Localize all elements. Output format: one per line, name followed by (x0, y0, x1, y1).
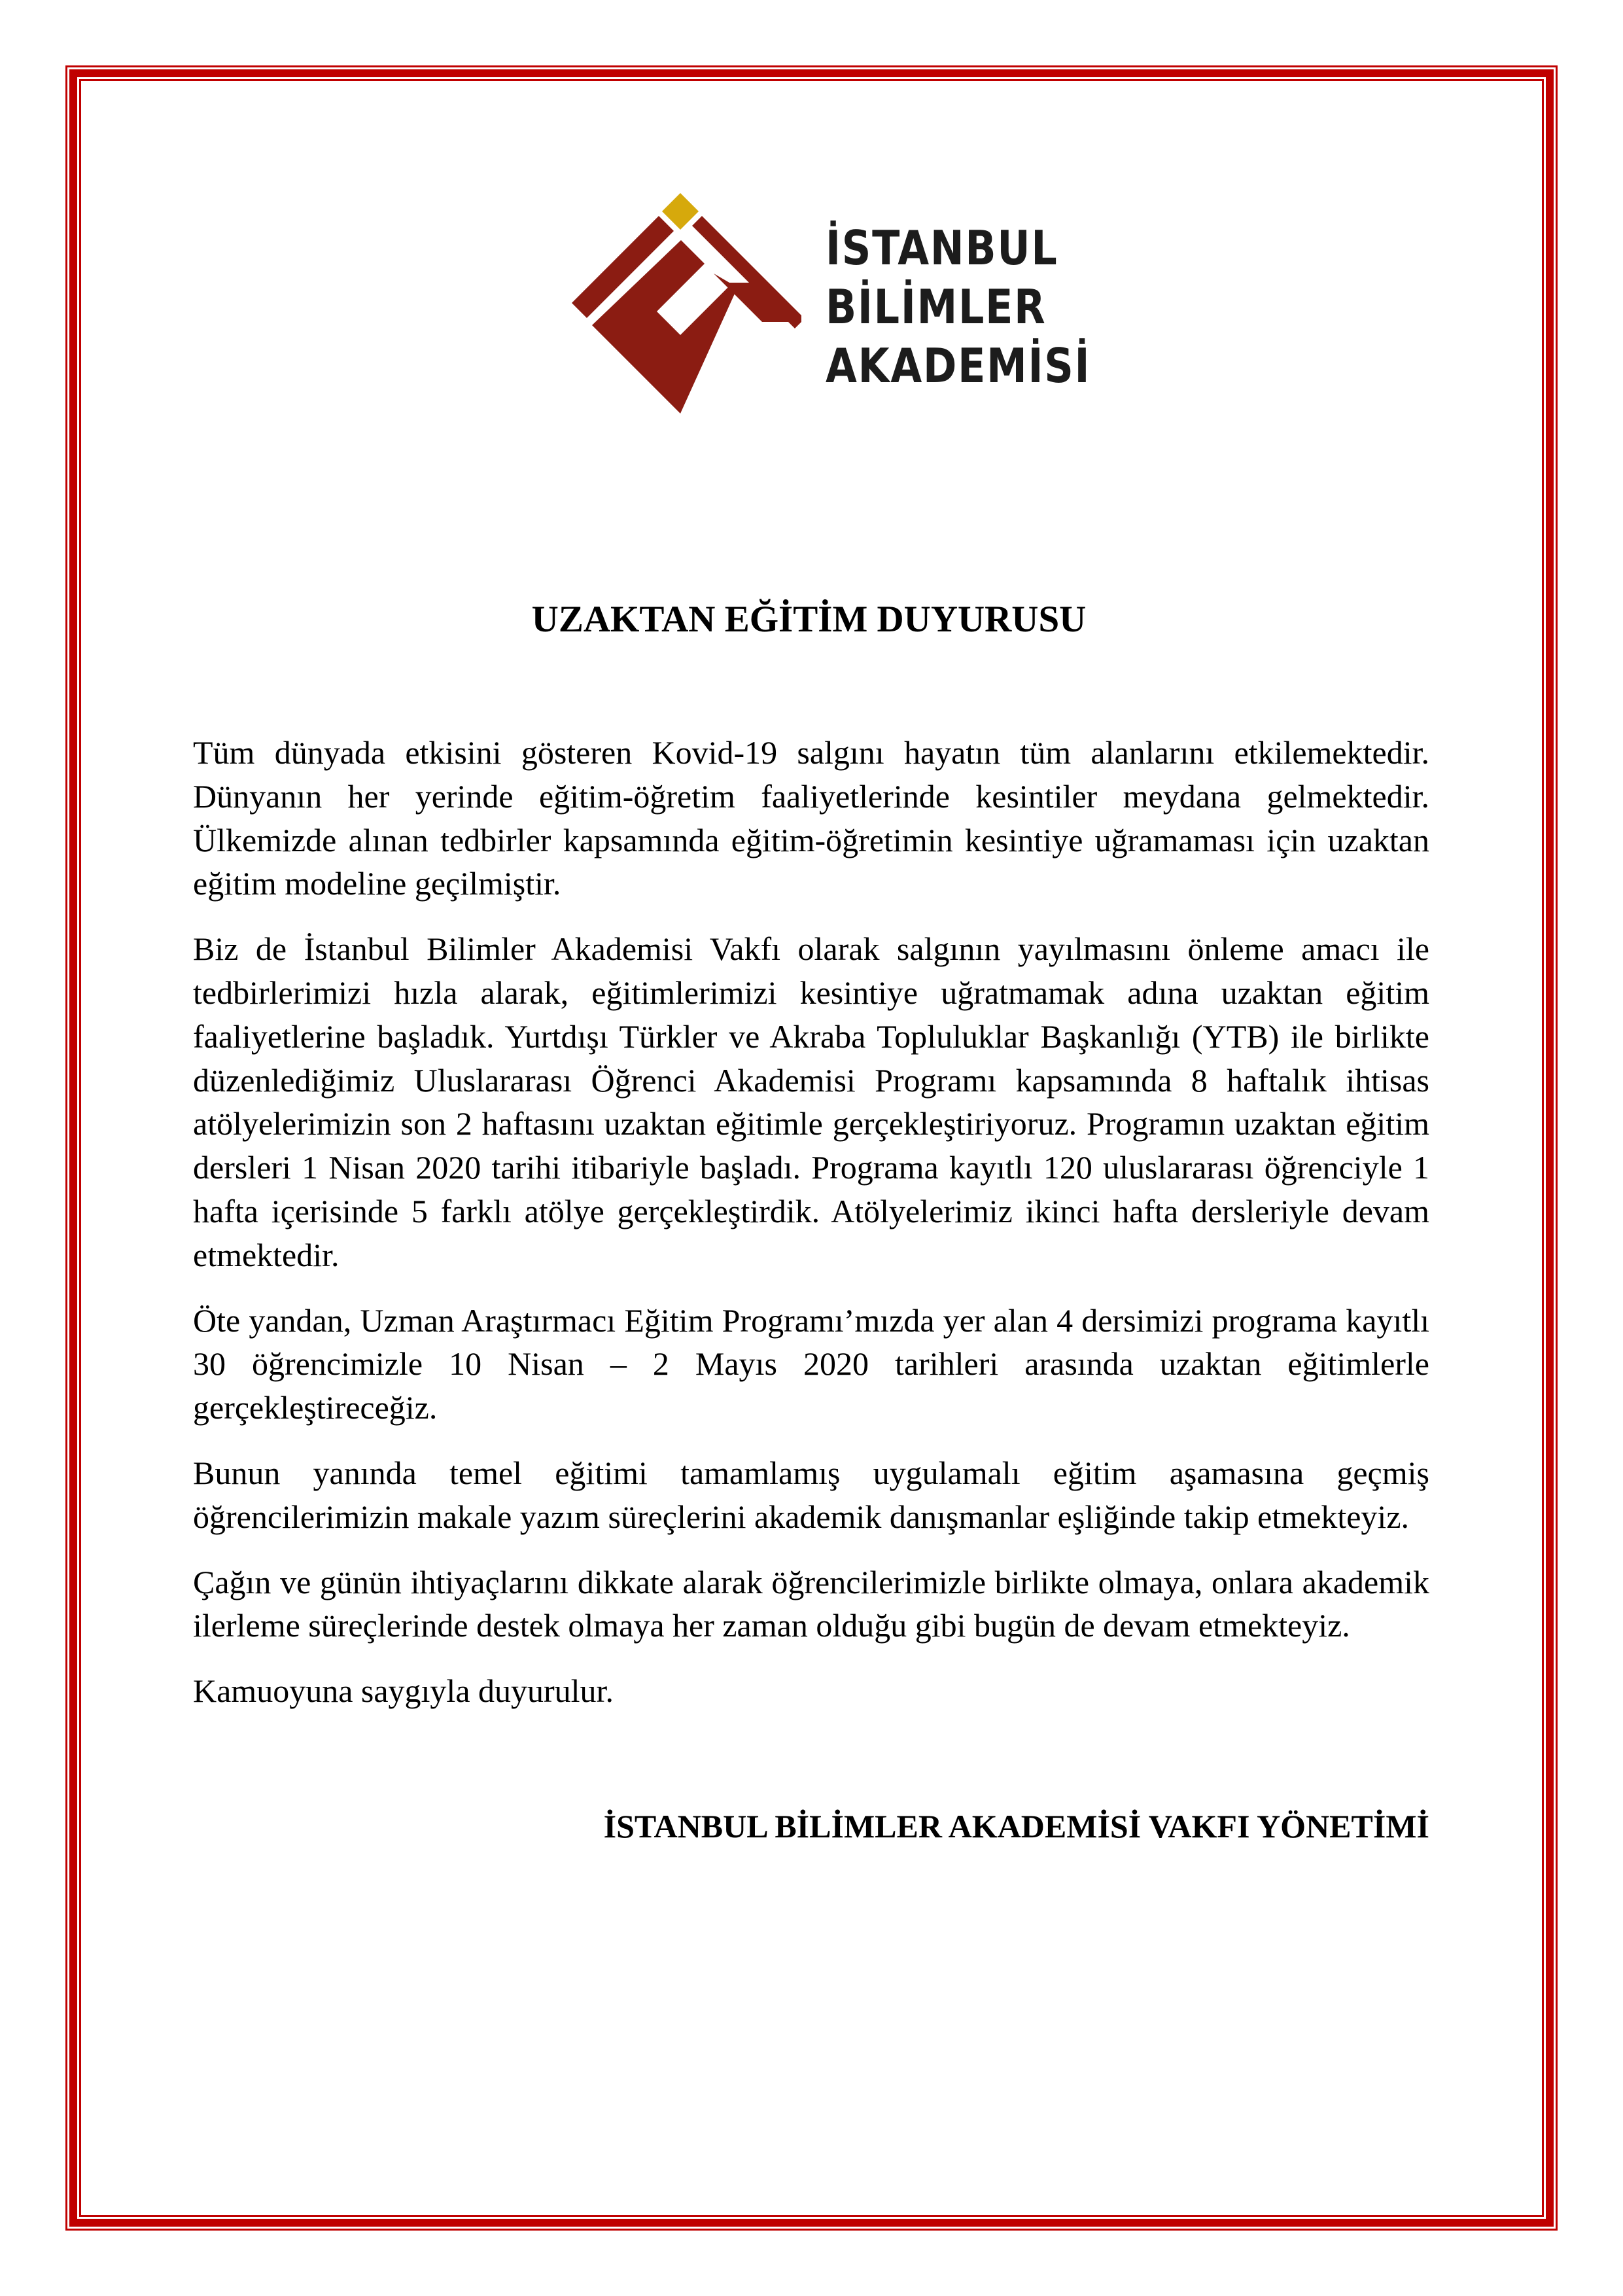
paragraph-closing: Kamuoyuna saygıyla duyurulur. (193, 1672, 614, 1710)
paragraph-5: Çağın ve günün ihtiyaçlarını dikkate alarak öğrencilerimizle birlikte olmaya, onlara akademik ilerleme süreçlerinde destek olmaya her zaman olduğu gibi bugün de devam etmekteyiz. (193, 1563, 1429, 1644)
logo-diamond-mark-icon (559, 190, 801, 432)
announcement-body (193, 731, 1429, 1735)
logo-wordmark (826, 219, 1091, 395)
signature: İSTANBUL BİLİMLER AKADEMİSİ VAKFI YÖNETİMİ (603, 1808, 1429, 1845)
paragraph-1: Tüm dünyada etkisini gösteren Kovid-19 salgını hayatın tüm alanlarını etkilemektedir. Dünyanın her yerinde eğitim-öğretim faaliyetlerinde kesintiler meydana gelmektedir. Ülkemizde alınan tedbirler kapsamında eğitim-öğretimin kesintiye uğramaması için uzaktan eğitim modeline geçilmiştir. (193, 734, 1429, 902)
paragraph-3: Öte yandan, Uzman Araştırmacı Eğitim Programı’mızda yer alan 4 dersimizi programa kayıtlı 30 öğrencimizle 10 Nisan – 2 Mayıs 2020 tarihleri arasında uzaktan eğitimlerle gerçekleştireceğiz. (193, 1301, 1429, 1426)
logo (559, 190, 1091, 432)
logo-gold-diamond (662, 193, 699, 230)
paragraph-4: Bunun yanında temel eğitimi tamamlamış uygulamalı eğitim aşamasına geçmiş öğrencilerimizin makale yazım süreçlerini akademik danışmanlar eşliğinde takip etmekteyiz. (193, 1454, 1429, 1535)
logo-line-2: BİLİMLER (826, 279, 1047, 334)
paragraph-2: Biz de İstanbul Bilimler Akademisi Vakfı olarak salgının yayılmasını önleme amacı ile tedbirlerimizi hızla alarak, eğitimlerimizi kesintiye uğratmamak adına uzaktan eğitim faaliyetlerine başladık. Yurtdışı Türkler ve Akraba Topluluklar Başkanlığı (YTB) ile birlikte düzenlediğimiz Uluslararası Öğrenci Akademisi Programı kapsamında 8 haftalık ihtisas atölyelerimizin son 2 haftasını uzaktan eğitimle gerçekleştiriyoruz. Programın uzaktan eğitim dersleri 1 Nisan 2020 tarihi itibariyle başladı. Programa kayıtlı 120 uluslararası öğrenciyle 1 hafta içerisinde 5 farklı atölye gerçekleştirdik. Atölyelerimiz ikinci hafta dersleriyle devam etmektedir. (193, 930, 1429, 1273)
announcement-title-text: UZAKTAN EĞİTİM DUYURUSU (531, 599, 1087, 640)
logo-line-1: İSTANBUL (826, 221, 1058, 275)
logo-line-3: AKADEMİSİ (826, 338, 1091, 393)
announcement-title (0, 597, 1623, 643)
